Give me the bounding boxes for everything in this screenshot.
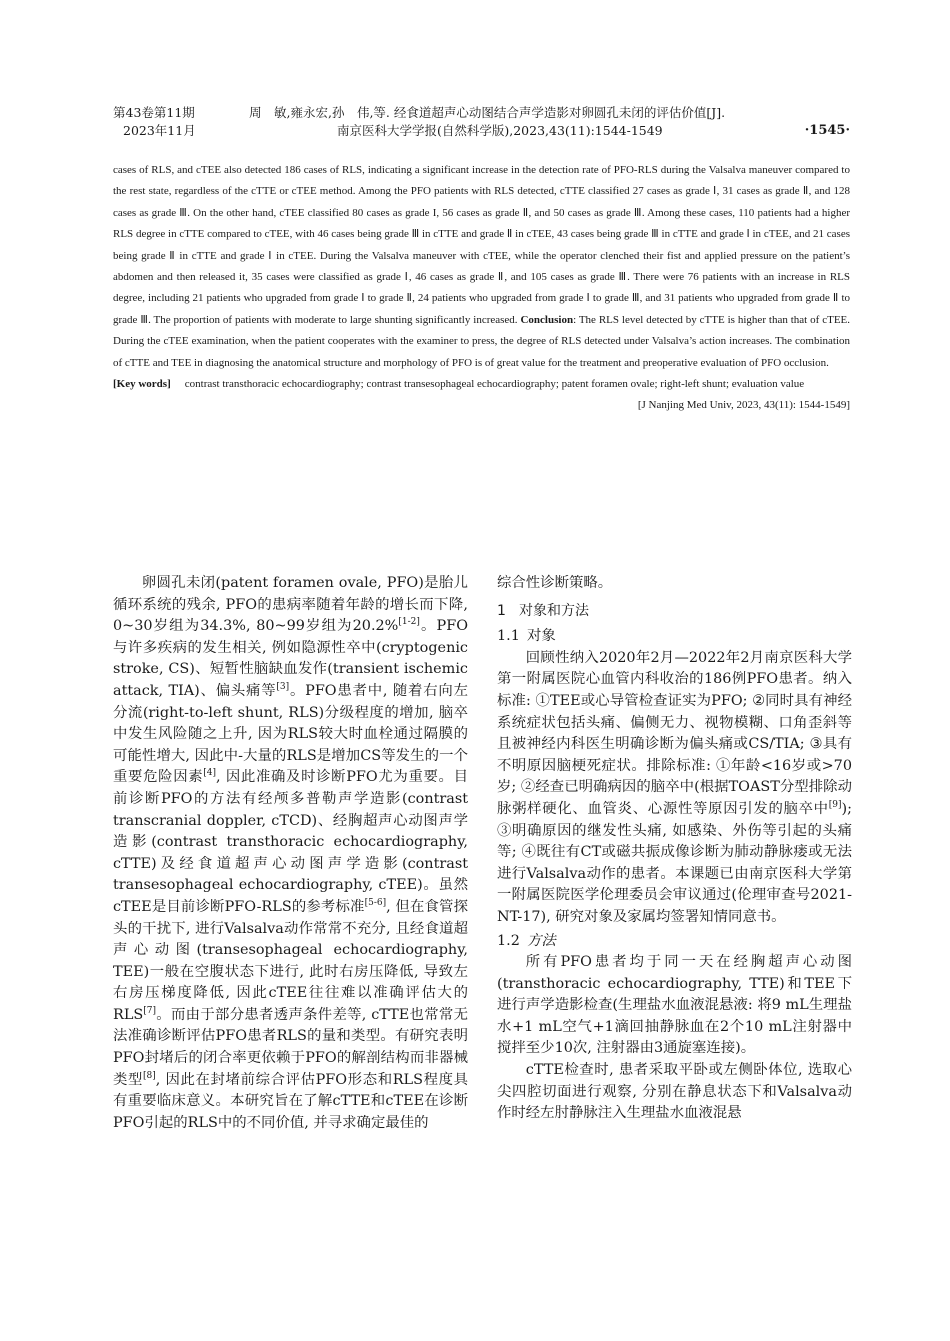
keywords-text: contrast transthoracic echocardiography; contrast transesophageal echocardiography; patent foramen ovale; right-left shunt; evaluation value (184, 378, 805, 391)
intro-text-2: 。PFO与许多疾病的发生相关, 例如隐源性卒中(cryptogenic stroke, CS)、短暂性脑缺血发作(transient ischemic attack, TIA)、偏头痛等 (113, 618, 469, 699)
citation-ref[interactable]: [8] (143, 1070, 156, 1081)
subsection-heading (497, 626, 852, 648)
right-column (497, 573, 852, 1125)
intro-text-3: 。PFO患者中, 随着右向左分流(right-to-left shunt, RLS)分级程度的增加, 脑卒中发生风险随之上升, 因为RLS较大时血栓通过隔膜的可能性增大, 因此中-大量的RLS是增加CS等发生的一个重要危险因素 (113, 682, 468, 786)
english-abstract (113, 160, 850, 417)
citation-ref[interactable]: [5-6] (364, 898, 387, 909)
intro-text-4: , 因此准确及时诊断PFO尤为重要。目前诊断PFO的方法有经颅多普勒声学造影(contrast transcranial doppler, cTCD)、经胸超声心动图声学造影(contrast transthoracic echocardiography, cTTE)及经食道超声心动图声学造影(contrast transesophageal echocardiography, cTEE)。虽然cTEE是目前诊断PFO-RLS的参考标准 (113, 769, 468, 915)
citation-ref[interactable]: [1-2] (398, 617, 420, 628)
intro-text-5: , 但在食管探头的干扰下, 进行Valsalva动作常常不充分, 且经食道超声心动图(transesophageal echocardiography, TEE)一般在空腹状态下进行, 此时右房压降低, 导致左右房压梯度降低, 因此cTEE往往难以准确评估大的RLS (113, 898, 468, 1023)
section-title: 对象和方法 (519, 602, 589, 619)
abstract-conclusion: : The RLS level detected by cTTE is higher than that of cTEE. During the cTEE examination, when the patient cooperates with the examiner to press, the degree of RLS detected under Valsalva’s action increases. The combination of cTTE and TEE in diagnosing the anatomical structure and morphology of PFO is of great value for the treatment and preoperative evaluation of PFO occlusion. (113, 313, 851, 369)
citation-ref[interactable]: [3] (276, 682, 290, 693)
ctte-paragraph: cTTE检查时, 患者采取平卧或左侧卧体位, 选取心尖四腔切面进行观察, 分别在静息状态下和Valsalva动作时经左肘静脉注入生理盐水血液混悬 (497, 1062, 852, 1122)
citation-line-1: 周 敏,雍永宏,孙 伟,等. 经食道超声心动图结合声学造影对卵圆孔未闭的评估价值[J]. (249, 105, 726, 120)
left-column (113, 573, 468, 1134)
keywords (113, 374, 850, 395)
section-number: 1 (497, 602, 506, 619)
subsection-heading (497, 931, 852, 953)
citation-line-2: 南京医科大学学报(自然科学版),2023,43(11):1544-1549 (337, 123, 663, 138)
section-heading (497, 601, 852, 623)
abstract-paragraph (113, 160, 850, 374)
subsection-number: 1.2 (497, 932, 520, 949)
conclusion-label: Conclusion (520, 313, 574, 326)
keywords-label: [Key words] (113, 378, 171, 391)
subsection-title: 对象 (527, 628, 556, 645)
citation-ref[interactable]: [7] (143, 1006, 156, 1017)
abstract-results: cases of RLS, and cTEE also detected 186 cases of RLS, indicating a significant increase in the detection rate of PFO-RLS during the Valsalva maneuver compared to the rest state, regardless of the cTTE or cTEE method. Among the PFO patients with RLS detected, cTTE classified 27 cases as grade Ⅰ, 31 cases as grade Ⅱ, and 128 cases as grade Ⅲ. On the other hand, cTEE classified 80 cases as grade I, 56 cases as grade Ⅱ, and 50 cases as grade Ⅲ. Among these cases, 110 patients had a higher RLS degree in cTTE compared to cTEE, with 46 cases being grade Ⅲ in cTTE and grade Ⅱ in cTEE, 43 cases being grade Ⅲ in cTTE and grade Ⅰ in cTEE, and 21 cases being grade Ⅱ in cTTE and grade Ⅰ in cTEE. During the Valsalva maneuver with cTEE, while the operator clenched their fist and applied pressure on the patient’s abdomen and then released it, 35 cases were classified as grade Ⅰ, 46 cases as grade Ⅱ, and 105 cases as grade Ⅲ. There were 76 patients with an increase in RLS degree, including 21 patients who upgraded from grade Ⅰ to grade Ⅱ, 24 patients who upgraded from grade Ⅰ to grade Ⅲ, and 31 patients who upgraded from grade Ⅱ to grade Ⅲ. The proportion of patients with moderate to large shunting significantly increased. (113, 164, 850, 326)
methods-paragraph: 所有PFO患者均于同一天在经胸超声心动图(transthoracic echocardiography, TTE)和TEE下进行声学造影检查(生理盐水血液混悬液: 将9 mL生理盐水+1 mL空气+1滴回抽静脉血在2个10 mL注射器中搅拌至少10次, 注射器由3通旋塞连接)。 (497, 954, 852, 1057)
subjects-text-2: ); ③明确原因的继发性头痛, 如感染、外伤等引起的头痛等; ④既往有CT或磁共振成像诊断为肺动静脉瘘或无法进行Valsalva动作的患者。本课题已由南京医科大学第一附属医院医学伦理委员会审议通过(伦理审查号2021-NT-17), 研究对象及家属均签署知情同意书。 (497, 800, 852, 925)
intro-continuation: 综合性诊断策略。 (497, 575, 613, 591)
citation-ref[interactable]: [4] (203, 768, 217, 779)
intro-paragraph (113, 573, 468, 1134)
page-number: ·1545· (804, 123, 850, 138)
subsection-number: 1.1 (497, 628, 520, 645)
running-header (113, 104, 850, 140)
intro-text-7: , 因此在封堵前综合评估PFO形态和RLS程度具有重要临床意义。本研究旨在了解cTTE和cTEE在诊断PFO引起的RLS中的不同价值, 并寻求确定最佳的 (113, 1071, 468, 1131)
journal-date: 2023年11月 (123, 123, 196, 138)
journal-volume: 第43卷第11期 (113, 105, 195, 120)
intro-text-6: 。而由于部分患者透声条件差等, cTTE也常常无法准确诊断评估PFO患者RLS的量和类型。有研究表明PFO封堵后的闭合率更依赖于PFO的解剖结构而非器械类型 (113, 1006, 468, 1088)
subjects-paragraph (497, 648, 852, 929)
journal-reference: [J Nanjing Med Univ, 2023, 43(11): 1544-1549] (637, 399, 850, 412)
subjects-text-1: 回顾性纳入2020年2月—2022年2月南京医科大学第一附属医院心血管内科收治的186例PFO患者。纳入标准: ①TEE或心导管检查证实为PFO; ②同时具有神经系统症状包括头痛、偏侧无力、视物模糊、口角歪斜等且被神经内科医生明确诊断为偏头痛或CS/TIA; ③具有不明原因脑梗死症状。排除标准: ①年龄<16岁或>70岁; ②经查已明确病因的脑卒中(根据TOAST分型排除动脉粥样硬化、血管炎、心源性等原因引发的脑卒中 (497, 649, 852, 817)
citation-ref[interactable]: [9] (828, 800, 842, 811)
intro-text-1: 卵圆孔未闭(patent foramen ovale, PFO)是胎儿循环系统的残余, PFO的患病率随着年龄的增长而下降, 0~30岁组为34.3%, 80~99岁组为20.2% (113, 575, 468, 635)
subsection-title: 方法 (527, 932, 556, 949)
